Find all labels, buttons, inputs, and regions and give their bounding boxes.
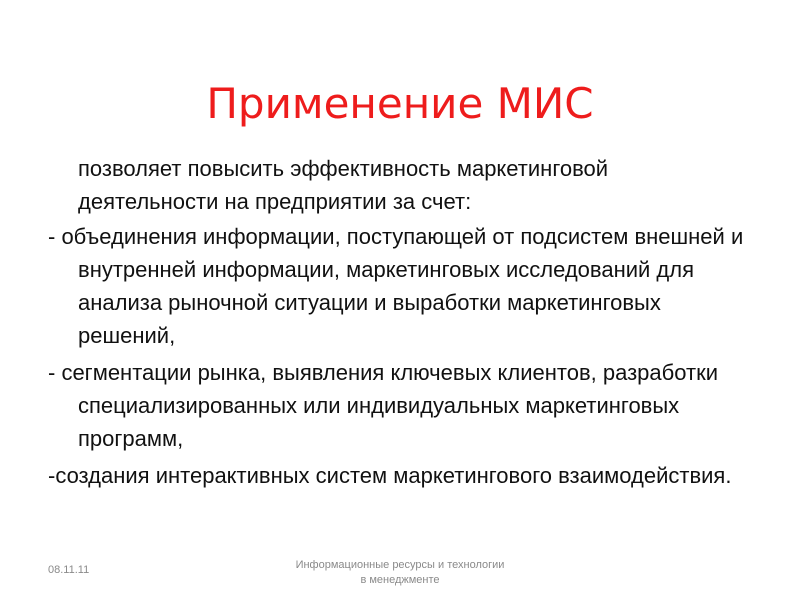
intro-text: позволяет повысить эффективность маркетинговой деятельности на предприятии за счет: — [78, 156, 609, 214]
slide-title: Применение МИС — [206, 79, 594, 128]
footer-caption — [250, 558, 550, 588]
footer-caption-line2: в менеджменте — [360, 574, 440, 586]
list-item: -создания интерактивных систем маркетингового взаимодействия. — [48, 463, 732, 488]
slide-body — [48, 152, 748, 496]
list-item: - сегментации рынка, выявления ключевых клиентов, разработки специализированных или индивидуальных маркетинговых программ, — [48, 360, 718, 451]
footer-date: 08.11.11 — [48, 564, 90, 576]
footer-caption-line1: Информационные ресурсы и технологии — [295, 559, 505, 571]
list-item: - объединения информации, поступающей от подсистем внешней и внутренней информации, маркетинговых исследований для анализа рыночной ситуации и выработки маркетинговых решений, — [48, 224, 744, 348]
